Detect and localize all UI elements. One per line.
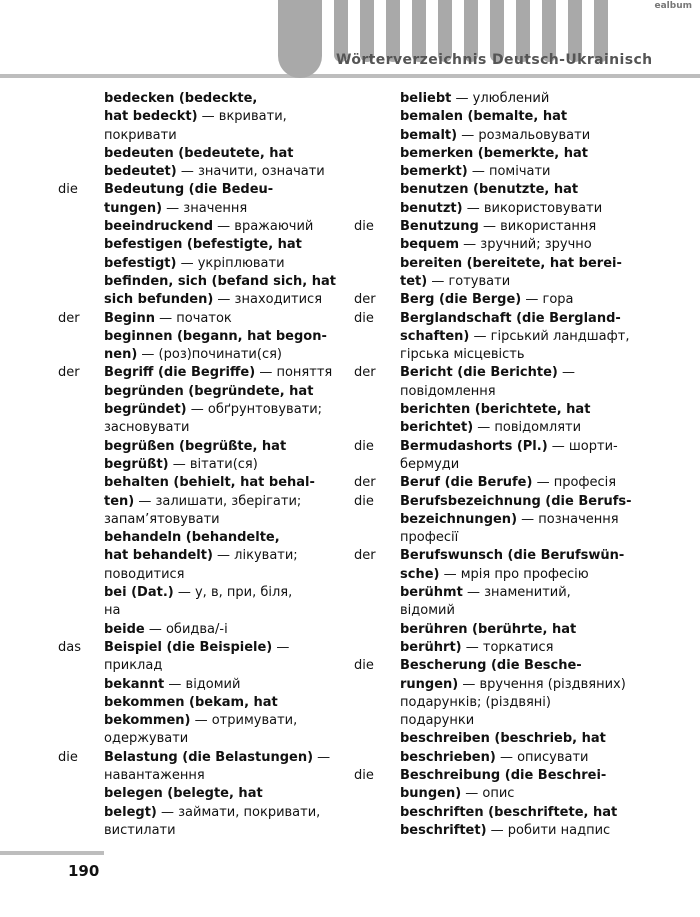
translation: повідомлення <box>400 383 496 399</box>
entry-line <box>400 236 644 254</box>
entry-line <box>104 310 342 328</box>
entry-line <box>104 401 342 419</box>
headword: bemalt) <box>400 127 458 143</box>
entry-article: der <box>354 292 376 308</box>
entry-line <box>104 493 342 511</box>
translation: — повідомляти <box>473 420 582 436</box>
dictionary-entry <box>354 90 644 108</box>
translation: — значити, означати <box>176 164 325 180</box>
header-tab <box>278 0 322 78</box>
headword: berichtet) <box>400 420 474 436</box>
headword: rungen) <box>400 676 459 692</box>
entry-line <box>104 346 342 364</box>
entry-line <box>400 822 644 840</box>
entry-article: das <box>58 639 81 655</box>
translation: — торкатися <box>461 639 554 655</box>
headword: bemerken (bemerkte, hat <box>400 145 589 161</box>
entry-article: die <box>354 767 374 783</box>
entry-line <box>104 529 342 547</box>
entry-line <box>104 127 342 145</box>
entry-line <box>400 712 644 730</box>
entry-line <box>104 822 342 840</box>
dictionary-entry <box>58 529 342 584</box>
headword: begrüßt) <box>104 456 169 472</box>
headword: bequem <box>400 237 460 253</box>
translation: — використання <box>478 219 597 235</box>
entry-line <box>400 456 644 474</box>
entry-line <box>400 511 644 529</box>
headword: nen) <box>104 347 138 363</box>
entry-line <box>400 218 644 236</box>
translation: запам’ятовувати <box>104 511 220 527</box>
dictionary-entry <box>354 767 644 804</box>
translation: — опис <box>461 786 515 802</box>
entry-line <box>104 694 342 712</box>
dictionary-entry <box>354 145 644 182</box>
headword: beschreiben (beschrieb, hat <box>400 731 606 747</box>
entry-line <box>400 547 644 565</box>
entry-article: der <box>354 365 376 381</box>
dictionary-entry <box>58 328 342 365</box>
headword: bezeichnungen) <box>400 511 518 527</box>
dictionary-entry <box>58 785 342 840</box>
headword: begrüßen (begrüßte, hat <box>104 438 287 454</box>
entry-line <box>400 767 644 785</box>
dictionary-entry <box>354 584 644 621</box>
entry-article: die <box>354 658 374 674</box>
headword: berühmt <box>400 585 463 601</box>
entry-line <box>400 255 644 273</box>
translation: — обґрунтовувати; <box>186 402 323 418</box>
translation: бермуди <box>400 456 460 472</box>
translation: — початок <box>155 310 232 326</box>
translation: — професія <box>532 475 617 491</box>
dictionary-entry <box>354 657 644 730</box>
entry-line <box>400 730 644 748</box>
entry-line <box>400 181 644 199</box>
entry-line <box>104 273 342 291</box>
translation: — вручення (різдвяних) <box>458 676 626 692</box>
dictionary-entry <box>58 621 342 639</box>
translation: — обидва/-і <box>144 621 228 637</box>
entry-line <box>104 145 342 163</box>
translation: — значення <box>162 200 248 216</box>
headword: bedecken (bedeckte, <box>104 91 258 106</box>
headword: behalten (behielt, hat behal- <box>104 475 315 491</box>
entry-article: die <box>354 219 374 235</box>
dictionary-entry <box>354 474 644 492</box>
entry-article: der <box>354 548 376 564</box>
headword: bedeuten (bedeutete, hat <box>104 145 294 161</box>
headword: Bermudashorts (Pl.) <box>400 438 548 454</box>
headword: Bedeutung (die Bedeu- <box>104 182 274 198</box>
headword: bei (Dat.) <box>104 585 174 601</box>
translation: — робити надпис <box>486 822 611 838</box>
entry-line <box>104 90 342 108</box>
translation: поводитися <box>104 566 185 582</box>
headword: beeindruckend <box>104 219 214 235</box>
headword: Berufsbezeichnung (die Berufs- <box>400 493 632 509</box>
translation: — <box>557 365 576 381</box>
translation: — шорти- <box>547 438 618 454</box>
translation: — вражаючий <box>213 219 314 235</box>
headword: Beispiel (die Beispiele) <box>104 639 273 655</box>
entry-line <box>400 163 644 181</box>
translation: — поняття <box>255 365 333 381</box>
headword: Benutzung <box>400 219 479 235</box>
headword: tungen) <box>104 200 163 216</box>
headword: schaften) <box>400 328 470 344</box>
translation: — позначення <box>517 511 619 527</box>
dictionary-entry <box>354 364 644 401</box>
entry-line <box>400 200 644 218</box>
right-column <box>354 90 644 840</box>
entry-line <box>400 383 644 401</box>
dictionary-entry <box>58 364 342 382</box>
entry-line <box>400 584 644 602</box>
entry-line <box>104 181 342 199</box>
dictionary-entry <box>58 310 342 328</box>
headword: hat bedeckt) <box>104 109 198 125</box>
headword: begründen (begründete, hat <box>104 383 314 399</box>
entry-article: der <box>354 475 376 491</box>
headword: Beruf (die Berufe) <box>400 475 533 491</box>
entry-line <box>104 712 342 730</box>
entry-line <box>104 383 342 401</box>
translation: — гора <box>521 292 574 308</box>
translation: — укріплювати <box>176 255 285 271</box>
entry-line <box>104 639 342 657</box>
translation: — готувати <box>427 273 511 289</box>
entry-line <box>400 694 644 712</box>
entry-line <box>400 401 644 419</box>
entry-line <box>400 310 644 328</box>
entry-line <box>104 108 342 126</box>
entry-article: die <box>58 749 78 765</box>
translation: — отримувати, <box>190 713 298 729</box>
entry-line <box>400 291 644 309</box>
translation: засновувати <box>104 420 190 436</box>
dictionary-entry <box>58 273 342 310</box>
translation: — мрія про професію <box>439 566 589 582</box>
headword: beschrieben) <box>400 749 496 765</box>
translation: — використовувати <box>462 200 603 216</box>
dictionary-entry <box>58 676 342 694</box>
headword: bereiten (bereitete, hat berei- <box>400 255 622 271</box>
publisher-logo: ealbum <box>654 1 692 11</box>
entry-line <box>400 364 644 382</box>
entry-line <box>400 108 644 126</box>
translation: покривати <box>104 127 177 143</box>
entry-line <box>400 749 644 767</box>
dictionary-entry <box>58 639 342 676</box>
entry-line <box>104 456 342 474</box>
translation: професії <box>400 530 459 546</box>
translation: — <box>272 639 290 655</box>
dictionary-entry <box>58 236 342 273</box>
entry-line <box>400 273 644 291</box>
dictionary-entry <box>58 218 342 236</box>
entry-article: die <box>354 493 374 509</box>
headword: berührt) <box>400 639 462 655</box>
footer-rule <box>0 851 104 855</box>
entry-line <box>104 163 342 181</box>
headword: hat behandelt) <box>104 548 213 564</box>
translation: навантаження <box>104 767 205 783</box>
dictionary-entry <box>58 145 342 182</box>
running-header-title: Wörterverzeichnis Deutsch-Ukrainisch <box>336 52 653 68</box>
entry-line <box>104 218 342 236</box>
headword: belegen (belegte, hat <box>104 786 263 802</box>
headword: Begriff (die Begriffe) <box>104 365 256 381</box>
headword: Bescherung (die Besche- <box>400 658 582 674</box>
entry-line <box>104 511 342 529</box>
entry-line <box>400 676 644 694</box>
dictionary-entry <box>354 236 644 254</box>
dictionary-entry <box>58 90 342 145</box>
entry-line <box>104 419 342 437</box>
headword: befestigen (befestigte, hat <box>104 237 302 253</box>
headword: benutzt) <box>400 200 463 216</box>
entry-line <box>104 676 342 694</box>
translation: — відомий <box>164 676 241 692</box>
translation: — (роз)починати(ся) <box>137 347 282 363</box>
dictionary-entry <box>354 218 644 236</box>
headword: Belastung (die Belastungen) <box>104 749 314 765</box>
headword: behandeln (behandelte, <box>104 530 280 546</box>
entry-line <box>104 657 342 675</box>
headword: beide <box>104 621 145 637</box>
entry-line <box>104 291 342 309</box>
entry-line <box>400 127 644 145</box>
headword: begründet) <box>104 402 187 418</box>
headword: berühren (berührte, hat <box>400 621 577 637</box>
dictionary-entry <box>354 621 644 658</box>
translation: — улюблений <box>451 91 550 106</box>
translation: — гірський ландшафт, <box>469 328 630 344</box>
dictionary-entry <box>58 438 342 475</box>
translation: — помічати <box>467 164 551 180</box>
entry-line <box>400 602 644 620</box>
headword: berichten (berichtete, hat <box>400 402 591 418</box>
entry-line <box>104 785 342 803</box>
translation: відомий <box>400 603 455 619</box>
translation: — вкривати, <box>197 109 287 125</box>
dictionary-entry <box>354 401 644 438</box>
translation: гірська місцевість <box>400 347 525 363</box>
entry-line <box>104 730 342 748</box>
headword: bekommen (bekam, hat <box>104 694 278 710</box>
page-number: 190 <box>68 862 100 880</box>
dictionary-entry <box>354 108 644 145</box>
entry-article: die <box>354 310 374 326</box>
entry-line <box>104 621 342 639</box>
entry-line <box>104 438 342 456</box>
headword: bedeutet) <box>104 164 177 180</box>
entry-line <box>400 145 644 163</box>
entry-line <box>104 364 342 382</box>
entry-line <box>400 328 644 346</box>
translation: — знаменитий, <box>462 585 571 601</box>
entry-article: der <box>58 365 80 381</box>
translation: — описувати <box>495 749 589 765</box>
translation: — займати, покривати, <box>156 804 321 820</box>
headword: befestigt) <box>104 255 177 271</box>
dictionary-entry <box>58 474 342 529</box>
headword: sich befunden) <box>104 292 214 308</box>
headword: tet) <box>400 273 428 289</box>
entry-article: die <box>354 438 374 454</box>
headword: befinden, sich (befand sich, hat <box>104 273 336 289</box>
translation: вистилати <box>104 822 176 838</box>
dictionary-entry <box>58 584 342 621</box>
entry-line <box>400 639 644 657</box>
entry-line <box>104 200 342 218</box>
headword: sche) <box>400 566 440 582</box>
translation: — розмальовувати <box>457 127 591 143</box>
dictionary-entry <box>354 255 644 292</box>
entry-line <box>400 785 644 803</box>
headword: beliebt <box>400 91 452 106</box>
translation: одержувати <box>104 731 189 747</box>
headword: benutzen (benutzte, hat <box>400 182 579 198</box>
entry-line <box>104 474 342 492</box>
dictionary-entry <box>354 181 644 218</box>
headword: Bericht (die Berichte) <box>400 365 558 381</box>
headword: ten) <box>104 493 135 509</box>
entry-line <box>400 438 644 456</box>
entry-line <box>400 566 644 584</box>
dictionary-entry <box>354 493 644 548</box>
headword: Beginn <box>104 310 155 326</box>
dictionary-entry <box>354 291 644 309</box>
entry-line <box>400 346 644 364</box>
dictionary-entry <box>58 383 342 438</box>
headword: beschriftet) <box>400 822 487 838</box>
entry-line <box>104 566 342 584</box>
entry-line <box>104 804 342 822</box>
headword: bekannt <box>104 676 165 692</box>
entry-line <box>104 602 342 620</box>
dictionary-entry <box>354 438 644 475</box>
headword: bemerkt) <box>400 164 468 180</box>
entry-article: der <box>58 310 80 326</box>
entry-line <box>104 547 342 565</box>
entry-line <box>104 236 342 254</box>
entry-line <box>104 328 342 346</box>
headword: beginnen (begann, hat begon- <box>104 328 327 344</box>
translation: — знаходитися <box>213 292 323 308</box>
dictionary-entry <box>58 694 342 749</box>
headword: Berufswunsch (die Berufswün- <box>400 548 625 564</box>
headword: Berg (die Berge) <box>400 292 522 308</box>
entry-line <box>400 529 644 547</box>
headword: bungen) <box>400 786 462 802</box>
entry-line <box>400 493 644 511</box>
entry-line <box>104 255 342 273</box>
dictionary-entry <box>354 547 644 584</box>
entry-line <box>400 474 644 492</box>
headword: Beschreibung (die Beschrei- <box>400 767 607 783</box>
headword: belegt) <box>104 804 157 820</box>
translation: — <box>313 749 331 765</box>
entry-line <box>400 804 644 822</box>
entry-line <box>400 90 644 108</box>
headword: Berglandschaft (die Bergland- <box>400 310 621 326</box>
dictionary-entry <box>354 804 644 841</box>
translation: — вітати(ся) <box>168 456 258 472</box>
headword: bekommen) <box>104 713 191 729</box>
translation: — у, в, при, біля, <box>173 585 293 601</box>
translation: приклад <box>104 658 163 674</box>
entry-line <box>104 749 342 767</box>
entry-line <box>104 767 342 785</box>
headword: beschriften (beschriftete, hat <box>400 804 618 820</box>
header-rule <box>0 74 700 78</box>
translation: подарунків; (різдвяні) <box>400 694 551 710</box>
dictionary-entry <box>58 749 342 786</box>
entry-line <box>400 419 644 437</box>
translation: — зручний; зручно <box>459 237 592 253</box>
entry-article: die <box>58 182 78 198</box>
dictionary-entry <box>354 730 644 767</box>
translation: — залишати, зберігати; <box>134 493 302 509</box>
dictionary-entry <box>354 310 644 365</box>
headword: bemalen (bemalte, hat <box>400 109 568 125</box>
translation: на <box>104 603 121 619</box>
dictionary-entry <box>58 181 342 218</box>
left-column <box>58 90 342 840</box>
entry-line <box>400 621 644 639</box>
translation: — лікувати; <box>212 548 298 564</box>
entry-line <box>104 584 342 602</box>
translation: подарунки <box>400 713 475 729</box>
entry-line <box>400 657 644 675</box>
